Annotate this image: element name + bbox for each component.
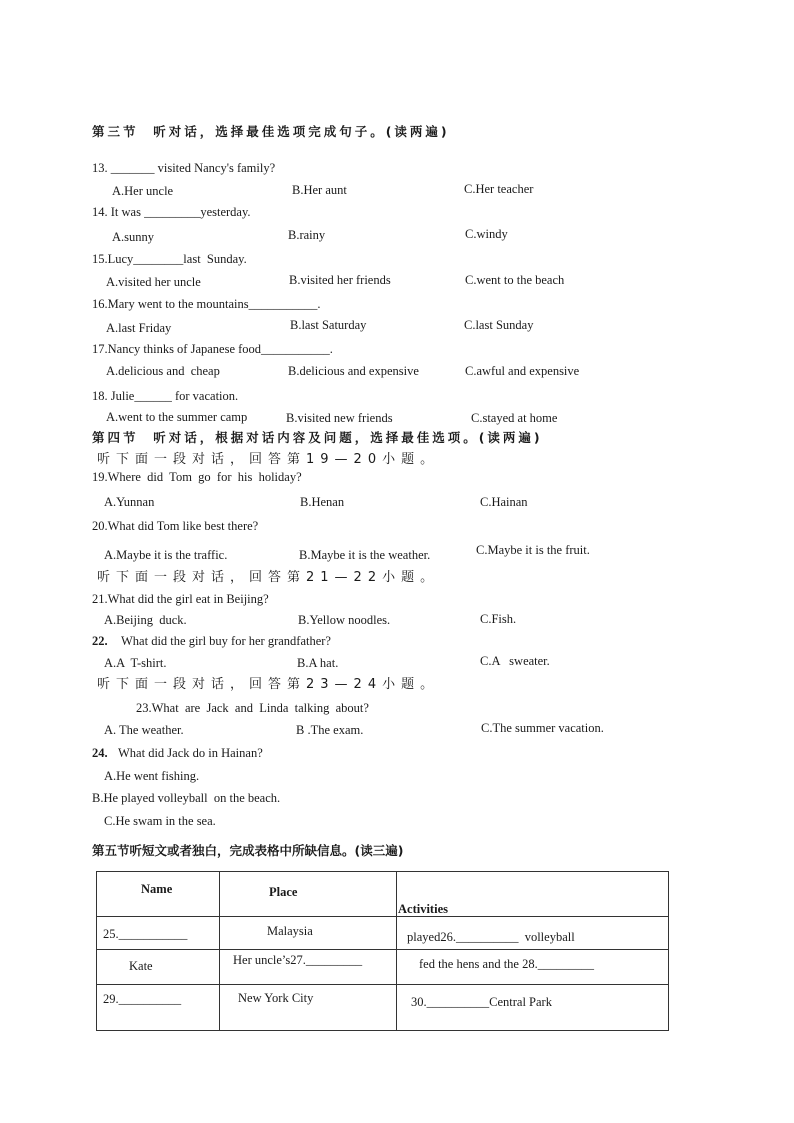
q24-option-c: C.He swam in the sea. bbox=[104, 814, 216, 828]
q20-stem: 20.What did Tom like best there? bbox=[92, 519, 259, 533]
q22-option-a: A.A T-shirt. bbox=[104, 656, 167, 670]
section5-heading: 第五节听短文或者独白，完成表格中所缺信息。(读三遍) bbox=[92, 843, 404, 858]
header-name: Name bbox=[141, 882, 173, 896]
table-row bbox=[97, 950, 669, 985]
table-cell bbox=[397, 985, 669, 1031]
q18-option-c: C.stayed at home bbox=[471, 411, 558, 425]
q20-option-c: C.Maybe it is the fruit. bbox=[476, 543, 590, 557]
q23-option-b: B .The exam. bbox=[296, 723, 364, 737]
q17-option-a: A.delicious and cheap bbox=[106, 364, 220, 378]
activity-28: fed the hens and the 28._________ bbox=[419, 957, 594, 971]
q15-option-b: B.visited her friends bbox=[289, 273, 391, 287]
q17-stem: 17.Nancy thinks of Japanese food___________. bbox=[92, 342, 333, 356]
q19-option-b: B.Henan bbox=[300, 495, 345, 509]
section4-sub-19-20: 听下面一段对话，回答第19—20小题。 bbox=[97, 452, 440, 467]
q14-option-b: B.rainy bbox=[288, 228, 326, 242]
answer-25: 25.___________ bbox=[103, 927, 188, 941]
header-activities: Activities bbox=[398, 902, 448, 916]
q21-option-b: B.Yellow noodles. bbox=[298, 613, 391, 627]
answer-29: 29.__________ bbox=[103, 992, 182, 1006]
place-malaysia: Malaysia bbox=[267, 924, 313, 938]
place-27: Her uncle’s27._________ bbox=[233, 953, 363, 967]
q15-option-c: C.went to the beach bbox=[465, 273, 565, 287]
q22-number: 22. bbox=[92, 634, 108, 648]
q22-stem: What did the girl buy for her grandfather? bbox=[121, 634, 331, 648]
q13-option-b: B.Her aunt bbox=[292, 183, 347, 197]
q21-option-a: A.Beijing duck. bbox=[104, 613, 187, 627]
q16-option-c: C.last Sunday bbox=[464, 318, 534, 332]
table-cell bbox=[97, 985, 220, 1031]
table-cell bbox=[97, 917, 220, 950]
q13-option-a: A.Her uncle bbox=[112, 184, 174, 198]
section4-sub-23-24: 听下面一段对话，回答第23—24小题。 bbox=[97, 677, 440, 692]
q21-option-c: C.Fish. bbox=[480, 612, 517, 626]
q24-option-b: B.He played volleyball on the beach. bbox=[92, 791, 281, 805]
section4-heading: 第四节 听对话，根据对话内容及问题，选择最佳选项。(读两遍) bbox=[92, 430, 543, 445]
q13-option-c: C.Her teacher bbox=[464, 182, 534, 196]
q24-number: 24. bbox=[92, 746, 108, 760]
q19-option-c: C.Hainan bbox=[480, 495, 528, 509]
q17-option-b: B.delicious and expensive bbox=[288, 364, 419, 378]
q19-option-a: A.Yunnan bbox=[104, 495, 155, 509]
section4-sub-21-22: 听下面一段对话，回答第21—22小题。 bbox=[97, 570, 440, 585]
table-row bbox=[97, 985, 669, 1031]
q22-option-c: C.A sweater. bbox=[480, 654, 550, 668]
q18-option-b: B.visited new friends bbox=[286, 411, 393, 425]
q23-option-c: C.The summer vacation. bbox=[481, 721, 604, 735]
q13-stem: 13. _______ visited Nancy's family? bbox=[92, 161, 276, 175]
q15-option-a: A.visited her uncle bbox=[106, 275, 201, 289]
table-cell bbox=[97, 950, 220, 985]
q18-option-a: A.went to the summer camp bbox=[106, 410, 248, 424]
table-cell bbox=[220, 917, 397, 950]
header-activities-cell bbox=[397, 872, 669, 917]
q24-option-a: A.He went fishing. bbox=[104, 769, 200, 783]
place-new-york: New York City bbox=[238, 991, 314, 1005]
q16-option-b: B.last Saturday bbox=[290, 318, 367, 332]
table-header-row bbox=[97, 872, 669, 917]
q18-stem: 18. Julie______ for vacation. bbox=[92, 389, 239, 403]
activity-30: 30.__________Central Park bbox=[411, 995, 552, 1009]
q24-stem: What did Jack do in Hainan? bbox=[118, 746, 263, 760]
header-place-cell bbox=[220, 872, 397, 917]
header-place: Place bbox=[269, 885, 298, 899]
q16-option-a: A.last Friday bbox=[106, 321, 172, 335]
q22-option-b: B.A hat. bbox=[297, 656, 339, 670]
q14-stem: 14. It was _________yesterday. bbox=[92, 205, 251, 219]
q16-stem: 16.Mary went to the mountains___________. bbox=[92, 297, 321, 311]
q21-stem: 21.What did the girl eat in Beijing? bbox=[92, 592, 269, 606]
table-cell bbox=[220, 950, 397, 985]
q17-option-c: C.awful and expensive bbox=[465, 364, 580, 378]
q14-option-c: C.windy bbox=[465, 227, 508, 241]
header-name-cell bbox=[97, 872, 220, 917]
table-row bbox=[97, 917, 669, 950]
section3-heading: 第三节 听对话，选择最佳选项完成句子。(读两遍) bbox=[92, 124, 450, 139]
table-cell bbox=[397, 917, 669, 950]
q14-option-a: A.sunny bbox=[112, 230, 155, 244]
activity-26: played26.__________ volleyball bbox=[407, 930, 575, 944]
q19-stem: 19.Where did Tom go for his holiday? bbox=[92, 470, 302, 484]
q20-option-b: B.Maybe it is the weather. bbox=[299, 548, 431, 562]
q23-stem: 23.What are Jack and Linda talking about? bbox=[136, 701, 369, 715]
table-cell bbox=[397, 950, 669, 985]
q20-option-a: A.Maybe it is the traffic. bbox=[104, 548, 228, 562]
name-kate: Kate bbox=[129, 959, 153, 973]
q23-option-a: A. The weather. bbox=[104, 723, 184, 737]
info-table bbox=[96, 871, 669, 1031]
table-cell bbox=[220, 985, 397, 1031]
q15-stem: 15.Lucy________last Sunday. bbox=[92, 252, 247, 266]
